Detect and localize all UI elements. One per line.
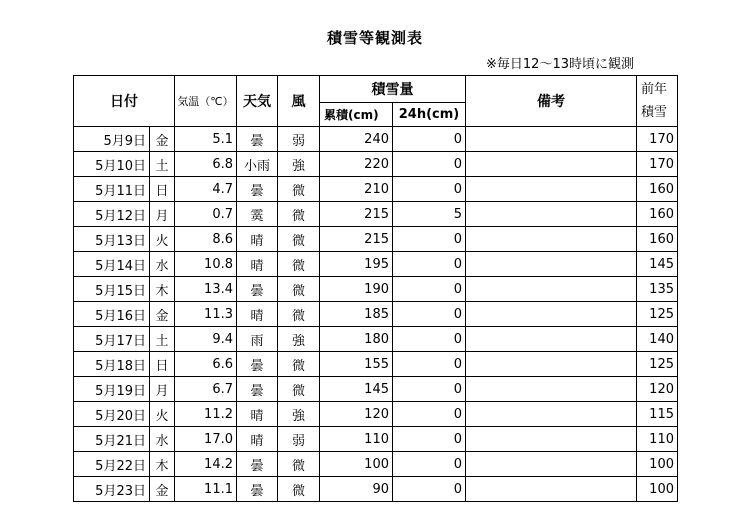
cell-snow-24h: 0 <box>393 277 466 302</box>
table-row <box>74 277 678 302</box>
header-snow-24h: 24h(cm) <box>393 103 466 127</box>
observation-note: ※毎日12～13時頃に観測 <box>486 57 634 72</box>
cell-weather: 雨 <box>237 327 278 352</box>
cell-prev-year: 120 <box>637 377 678 402</box>
table-row <box>74 227 678 252</box>
header-temp: 気温（℃） <box>175 76 237 127</box>
cell-prev-year: 125 <box>637 302 678 327</box>
cell-weather: 曇 <box>237 352 278 377</box>
cell-prev-year: 100 <box>637 477 678 502</box>
cell-temp: 9.4 <box>175 327 237 352</box>
cell-remarks <box>466 402 637 427</box>
cell-remarks <box>466 152 637 177</box>
cell-snow-total: 220 <box>320 152 393 177</box>
cell-wind: 微 <box>278 277 320 302</box>
cell-wind: 弱 <box>278 427 320 452</box>
cell-remarks <box>466 352 637 377</box>
cell-snow-total: 210 <box>320 177 393 202</box>
cell-snow-total: 180 <box>320 327 393 352</box>
table-row <box>74 302 678 327</box>
cell-snow-24h: 0 <box>393 302 466 327</box>
cell-wind: 微 <box>278 452 320 477</box>
cell-prev-year: 140 <box>637 327 678 352</box>
cell-temp: 6.8 <box>175 152 237 177</box>
cell-snow-24h: 0 <box>393 177 466 202</box>
cell-weather: 晴 <box>237 302 278 327</box>
cell-snow-24h: 0 <box>393 452 466 477</box>
cell-weather: 曇 <box>237 452 278 477</box>
cell-remarks <box>466 302 637 327</box>
cell-temp: 13.4 <box>175 277 237 302</box>
table-row <box>74 252 678 277</box>
cell-weekday: 月 <box>150 377 175 402</box>
cell-weather: 曇 <box>237 277 278 302</box>
cell-date: 5月20日 <box>74 402 150 427</box>
cell-wind: 強 <box>278 152 320 177</box>
cell-weekday: 日 <box>150 352 175 377</box>
header-prev-year <box>637 76 678 127</box>
cell-wind: 微 <box>278 177 320 202</box>
cell-weekday: 水 <box>150 427 175 452</box>
cell-prev-year: 145 <box>637 252 678 277</box>
cell-date: 5月11日 <box>74 177 150 202</box>
cell-date: 5月9日 <box>74 127 150 152</box>
cell-snow-total: 120 <box>320 402 393 427</box>
cell-weekday: 金 <box>150 127 175 152</box>
cell-weekday: 日 <box>150 177 175 202</box>
table-row <box>74 352 678 377</box>
table-row <box>74 127 678 152</box>
header-prev-line1: 前年 <box>641 82 668 97</box>
table-row <box>74 377 678 402</box>
cell-snow-total: 100 <box>320 452 393 477</box>
cell-prev-year: 160 <box>637 202 678 227</box>
cell-weather: 曇 <box>237 477 278 502</box>
cell-prev-year: 160 <box>637 227 678 252</box>
header-snow: 積雪量 <box>320 76 466 103</box>
cell-snow-total: 240 <box>320 127 393 152</box>
cell-weekday: 火 <box>150 227 175 252</box>
cell-prev-year: 100 <box>637 452 678 477</box>
cell-weekday: 土 <box>150 152 175 177</box>
cell-snow-total: 215 <box>320 202 393 227</box>
header-snow-total: 累積(cm) <box>320 103 393 127</box>
cell-snow-24h: 0 <box>393 427 466 452</box>
header-weather: 天気 <box>237 76 278 127</box>
cell-remarks <box>466 327 637 352</box>
cell-remarks <box>466 427 637 452</box>
cell-remarks <box>466 177 637 202</box>
cell-date: 5月13日 <box>74 227 150 252</box>
cell-prev-year: 170 <box>637 152 678 177</box>
cell-snow-24h: 5 <box>393 202 466 227</box>
cell-temp: 11.2 <box>175 402 237 427</box>
header-date: 日付 <box>74 76 175 127</box>
cell-temp: 5.1 <box>175 127 237 152</box>
cell-weekday: 木 <box>150 277 175 302</box>
cell-weekday: 土 <box>150 327 175 352</box>
cell-weather: 小雨 <box>237 152 278 177</box>
cell-date: 5月14日 <box>74 252 150 277</box>
cell-weekday: 金 <box>150 302 175 327</box>
page-title: 積雪等観測表 <box>326 29 423 47</box>
cell-date: 5月23日 <box>74 477 150 502</box>
cell-wind: 強 <box>278 327 320 352</box>
cell-prev-year: 160 <box>637 177 678 202</box>
cell-remarks <box>466 252 637 277</box>
table-row <box>74 477 678 502</box>
cell-date: 5月19日 <box>74 377 150 402</box>
cell-weekday: 水 <box>150 252 175 277</box>
cell-remarks <box>466 127 637 152</box>
cell-snow-total: 110 <box>320 427 393 452</box>
cell-weather: 晴 <box>237 427 278 452</box>
cell-snow-24h: 0 <box>393 327 466 352</box>
cell-snow-24h: 0 <box>393 402 466 427</box>
cell-date: 5月21日 <box>74 427 150 452</box>
cell-snow-24h: 0 <box>393 152 466 177</box>
cell-snow-24h: 0 <box>393 252 466 277</box>
cell-snow-total: 215 <box>320 227 393 252</box>
cell-wind: 微 <box>278 227 320 252</box>
cell-temp: 6.6 <box>175 352 237 377</box>
header-remarks: 備考 <box>466 76 637 127</box>
table-row <box>74 452 678 477</box>
cell-weekday: 火 <box>150 402 175 427</box>
cell-remarks <box>466 277 637 302</box>
cell-snow-24h: 0 <box>393 477 466 502</box>
cell-weekday: 木 <box>150 452 175 477</box>
cell-snow-total: 90 <box>320 477 393 502</box>
cell-wind: 微 <box>278 302 320 327</box>
cell-snow-total: 195 <box>320 252 393 277</box>
cell-date: 5月12日 <box>74 202 150 227</box>
cell-wind: 弱 <box>278 127 320 152</box>
cell-date: 5月18日 <box>74 352 150 377</box>
cell-snow-24h: 0 <box>393 377 466 402</box>
table-row <box>74 202 678 227</box>
cell-temp: 14.2 <box>175 452 237 477</box>
cell-snow-24h: 0 <box>393 227 466 252</box>
cell-weather: 晴 <box>237 227 278 252</box>
cell-temp: 4.7 <box>175 177 237 202</box>
cell-remarks <box>466 452 637 477</box>
cell-temp: 11.3 <box>175 302 237 327</box>
cell-remarks <box>466 227 637 252</box>
cell-snow-total: 155 <box>320 352 393 377</box>
header-wind: 風 <box>278 76 320 127</box>
cell-temp: 11.1 <box>175 477 237 502</box>
table-row <box>74 177 678 202</box>
cell-temp: 0.7 <box>175 202 237 227</box>
cell-date: 5月16日 <box>74 302 150 327</box>
cell-snow-24h: 0 <box>393 352 466 377</box>
cell-prev-year: 170 <box>637 127 678 152</box>
cell-wind: 微 <box>278 202 320 227</box>
header-prev-line2: 積雪 <box>641 105 668 120</box>
cell-temp: 10.8 <box>175 252 237 277</box>
cell-prev-year: 110 <box>637 427 678 452</box>
cell-temp: 17.0 <box>175 427 237 452</box>
cell-weather: 晴 <box>237 252 278 277</box>
snow-observation-table <box>73 75 678 502</box>
cell-snow-24h: 0 <box>393 127 466 152</box>
cell-wind: 微 <box>278 477 320 502</box>
cell-date: 5月10日 <box>74 152 150 177</box>
cell-weather: 曇 <box>237 177 278 202</box>
cell-snow-total: 185 <box>320 302 393 327</box>
cell-weekday: 月 <box>150 202 175 227</box>
cell-prev-year: 115 <box>637 402 678 427</box>
cell-wind: 微 <box>278 377 320 402</box>
cell-remarks <box>466 202 637 227</box>
cell-snow-total: 190 <box>320 277 393 302</box>
cell-snow-total: 145 <box>320 377 393 402</box>
cell-wind: 強 <box>278 402 320 427</box>
cell-weather: 曇 <box>237 377 278 402</box>
cell-weather: 晴 <box>237 402 278 427</box>
cell-weekday: 金 <box>150 477 175 502</box>
cell-temp: 6.7 <box>175 377 237 402</box>
table-row <box>74 327 678 352</box>
cell-date: 5月15日 <box>74 277 150 302</box>
cell-weather: 曇 <box>237 127 278 152</box>
cell-remarks <box>466 377 637 402</box>
table-row <box>74 402 678 427</box>
cell-remarks <box>466 477 637 502</box>
table-row <box>74 427 678 452</box>
cell-date: 5月22日 <box>74 452 150 477</box>
cell-weather: 霙 <box>237 202 278 227</box>
cell-date: 5月17日 <box>74 327 150 352</box>
cell-wind: 微 <box>278 352 320 377</box>
cell-prev-year: 135 <box>637 277 678 302</box>
cell-wind: 微 <box>278 252 320 277</box>
cell-prev-year: 125 <box>637 352 678 377</box>
table-row <box>74 152 678 177</box>
cell-temp: 8.6 <box>175 227 237 252</box>
